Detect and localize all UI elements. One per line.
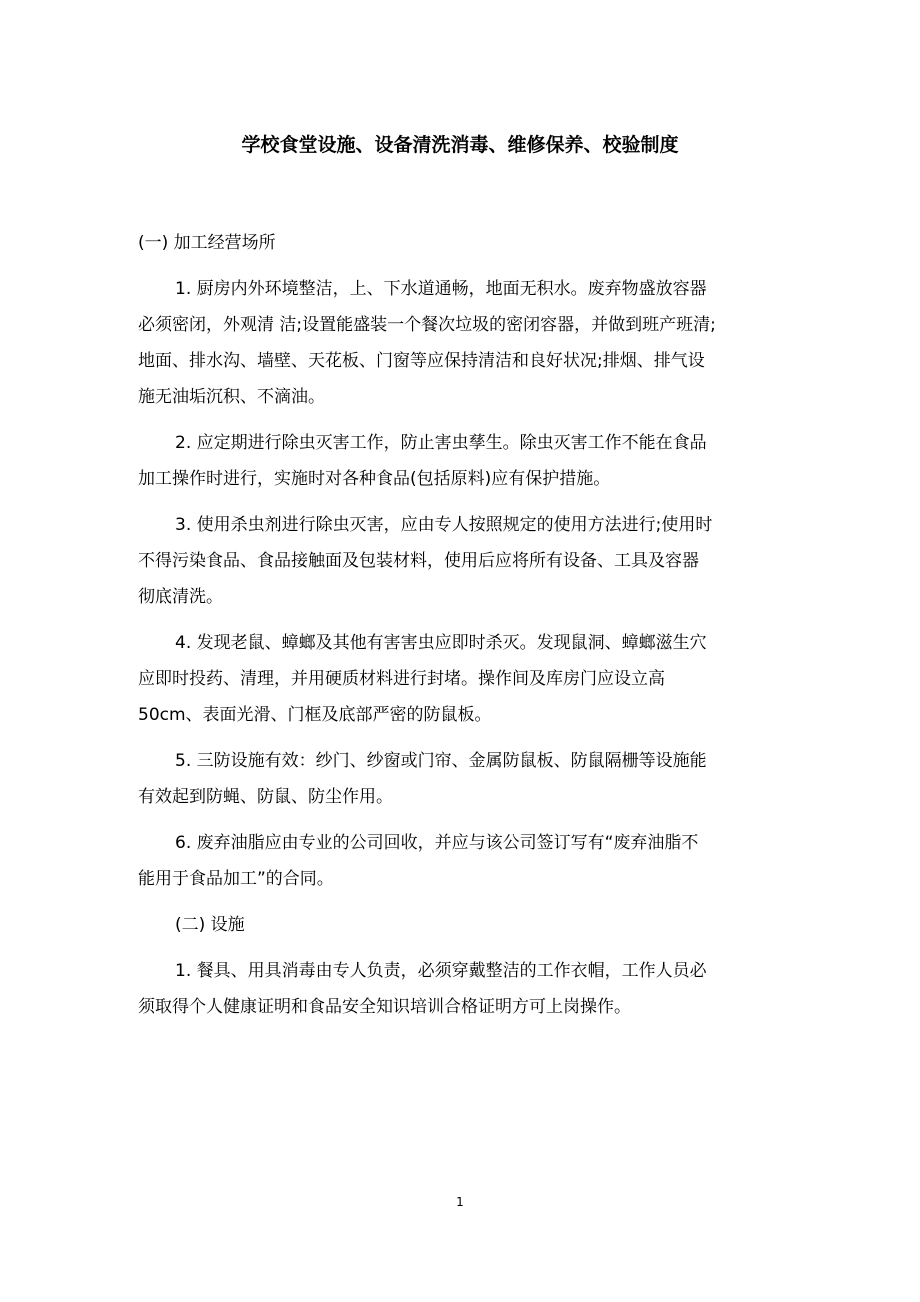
paragraph-line: 不得污染食品、食品接触面及包装材料，使用后应将所有设备、工具及容器 — [138, 551, 699, 571]
paragraph-5 — [138, 743, 762, 815]
paragraph-line: 能用于食品加工”的合同。 — [138, 869, 334, 889]
document-body — [138, 225, 762, 1035]
document-title: 学校食堂设施、设备清洗消毒、维修保养、校验制度 — [241, 134, 679, 156]
paragraph-line: 4. 发现老鼠、蟑螂及其他有害害虫应即时杀灭。发现鼠洞、蟑螂滋生穴 — [175, 633, 707, 653]
paragraph-line: 6. 废弃油脂应由专业的公司回收，并应与该公司签订写有“废弃油脂不 — [175, 833, 699, 853]
paragraph-line: 必须密闭，外观清 洁;设置能盛装一个餐次垃圾的密闭容器，并做到班产班清; — [138, 315, 716, 335]
paragraph-line: 地面、排水沟、墙壁、天花板、门窗等应保持清洁和良好状况;排烟、排气设 — [138, 351, 705, 371]
paragraph-line: 加工操作时进行，实施时对各种食品(包括原料)应有保护措施。 — [138, 469, 611, 489]
paragraph-line: 3. 使用杀虫剂进行除虫灭害，应由专人按照规定的使用方法进行;使用时 — [175, 515, 713, 535]
paragraph-1 — [138, 271, 762, 415]
section-heading: (一) 加工经营场所 — [138, 233, 276, 253]
paragraph-line: 有效起到防蝇、防鼠、防尘作用。 — [138, 787, 393, 807]
paragraph-2 — [138, 425, 762, 497]
paragraph-6 — [138, 825, 762, 897]
page-number: 1 — [456, 1195, 464, 1209]
paragraph-line: 2. 应定期进行除虫灭害工作，防止害虫孳生。除虫灭害工作不能在食品 — [175, 433, 707, 453]
paragraph-3 — [138, 507, 762, 615]
paragraph-line: 1. 餐具、用具消毒由专人负责，必须穿戴整洁的工作衣帽，工作人员必 — [175, 961, 707, 981]
paragraph-line: 1. 厨房内外环境整洁，上、下水道通畅，地面无积水。废弃物盛放容器 — [175, 279, 707, 299]
paragraph-7 — [138, 953, 762, 1025]
paragraph-4 — [138, 625, 762, 733]
paragraph-line: 应即时投药、清理，并用硬质材料进行封堵。操作间及库房门应设立高 — [138, 669, 665, 689]
paragraph-line: 5. 三防设施有效：纱门、纱窗或门帘、金属防鼠板、防鼠隔栅等设施能 — [175, 751, 707, 771]
paragraph-line: 彻底清洗。 — [138, 587, 223, 607]
paragraph-line: 施无油垢沉积、不滴油。 — [138, 387, 325, 407]
section-heading: (二) 设施 — [175, 915, 245, 935]
paragraph-line: 须取得个人健康证明和食品安全知识培训合格证明方可上岗操作。 — [138, 997, 631, 1017]
paragraph-line: 50cm、表面光滑、门框及底部严密的防鼠板。 — [138, 705, 492, 725]
